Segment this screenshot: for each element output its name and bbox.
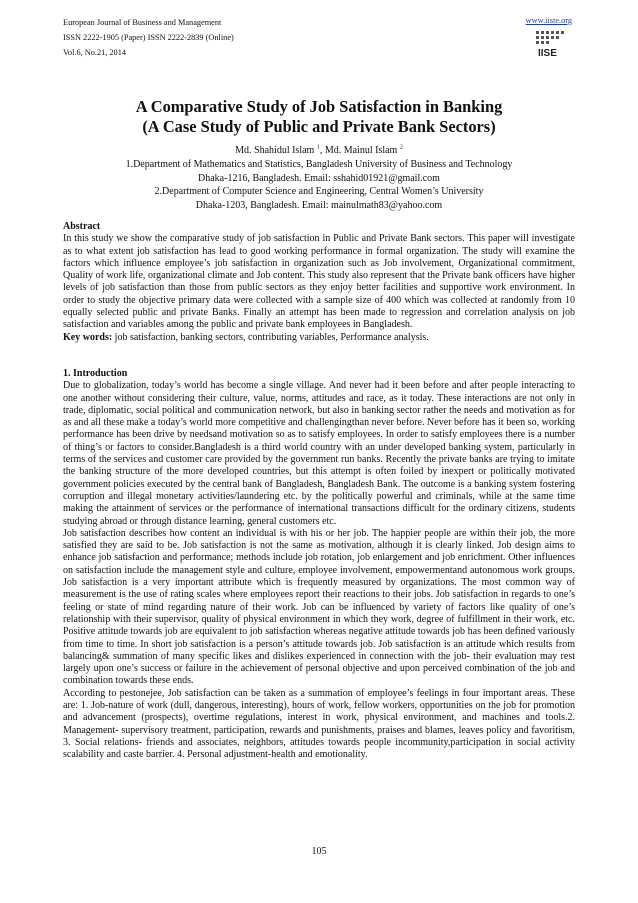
paper-title-line2: (A Case Study of Public and Private Bank Sectors) [142, 117, 496, 136]
author-2-affil: 2 [399, 144, 403, 151]
introduction-paragraph-2: Job satisfaction describes how content an individual is with his or her job. The happier people are within their job, the more satisfied they are said to be. Job satisfaction is not the same as motivation, although it is clearly linked. Job design aims to enhance job satisfaction and performance; methods include job rotation, job enlargement and job enrichment. Other influences on satisfaction include the management style and culture, employee involvement, empowermentand autonomous work groups. Job satisfaction is a very important attribute which is frequently measured by organizations. The most common way of measurement is the use of rating scales where employees report their reactions to their jobs. Job satisfaction in regards to one’s feeling or state of mind regarding nature of their work. Job can be influenced by variety of factors like quality of one’s relationship with their supervisor, quality of physical environment in which they work, degree of fulfillment in their work, etc. Positive attitude towards job are equivalent to job satisfaction whereas negative attitude towards job has been defined variously from time to time. In short job satisfaction is a person’s attitude towards job. Job satisfaction is an attitude which results from balancing& summation of many specific likes and dislikes experienced in connection with the job- their evaluation may rest largely upon one’s success or failure in the achievement of personal objective and upon perceived combination of the job and combination towards these ends. [63, 527, 575, 687]
introduction-heading: 1. Introduction [63, 368, 128, 379]
journal-url-link[interactable]: www.iiste.org [525, 16, 572, 25]
author-line [0, 144, 638, 158]
journal-name: European Journal of Business and Management [63, 18, 222, 27]
keywords-label: Key words: [63, 331, 113, 343]
keywords-line [63, 332, 575, 344]
page-number: 105 [311, 846, 327, 857]
issn-line: ISSN 2222-1905 (Paper) ISSN 2222-2839 (Online) [63, 33, 234, 42]
introduction-paragraph-3: According to pestonejee, Job satisfaction can be taken as a summation of employee’s feelings in four important areas. These are: 1. Job-nature of work (dull, dangerous, interesting), hours of work, fellow workers, opportunities on the job for promotion and advancement (prospects), overtime regulations, interest in work, physical environment, and machines and tools.2. Management- supervisory treatment, participation, rewards and punishments, praises and blames, leaves policy and favoritism, 3. Social relations- friends and associates, neighbors, attitudes towards people incommunity,participation in social activity scalability and caste barrier. 4. Personal adjustment-health and emotionality. [63, 687, 575, 761]
logo-text: IISE [538, 48, 557, 58]
author-1: Md. Shahidul Islam [235, 145, 317, 156]
affiliation-2-line1: 2.Department of Computer Science and Engineering, Central Women’s University [154, 186, 484, 197]
introduction-section [63, 368, 575, 762]
author-2: , Md. Mainul Islam [319, 145, 400, 156]
abstract-section [63, 221, 575, 344]
keywords-text: job satisfaction, banking sectors, contributing variables, Performance analysis. [112, 331, 429, 343]
affiliation-1-line1: 1.Department of Mathematics and Statistics, Bangladesh University of Business and Technology [125, 159, 513, 170]
paper-title-line1: A Comparative Study of Job Satisfaction in Banking [135, 97, 503, 116]
volume-line: Vol.6, No.21, 2014 [63, 48, 126, 57]
iiste-logo-icon [535, 30, 571, 58]
abstract-text: In this study we show the comparative study of job satisfaction in Public and Private Bank sectors. This paper will investigate as to what extent job satisfaction has lead to good working performance in formal organization. The study will examine the factors which influence employee’s job satisfaction in organization such as Job involvement, Organizational commitment, Quality of work life, organizational climate and Job content. This study also represent that the Private bank officers have higher levels of job satisfaction than those from public sectors as they enjoy better facilities and supportive work environment. In order to study the objective primary data were collected with a sample size of 400 which was collected at randomly from 10 equally selected public and private Banks. Finally an attempt has been made to regression and correlation analysis on job satisfaction and variables among the public and private bank employees in Bangladesh. [63, 233, 575, 331]
affiliation-1-line2: Dhaka-1216, Bangladesh. Email: sshahid01921@gmail.com [198, 173, 440, 184]
author-1-affil: 1 [316, 144, 320, 151]
abstract-heading: Abstract [63, 221, 101, 232]
affiliation-2-line2: Dhaka-1203, Bangladesh. Email: mainulmath83@yahoo.com [195, 200, 443, 211]
introduction-paragraph-1: Due to globalization, today’s world has become a single village. And never had it been before and after people interacting to one another without considering their culture, value, norms, attitudes and race, as it today. These interactions are not only in trade, diplomatic, social political and communication network, but also in banking sector rather the needs and motivation as for as and all these make a today’s world more competitive and challengingthan never before. Never before has it been so, working performance has been drive by needsand motivation so as to satisfy employees. In order to satisfy employees there is a number of thing’s or factors to consider.Bangladesh is a third world country with an under developed banking system, particularly in terms of the services and customer care provided by the government run banks. Recently the private banks are trying to imitate the banking structure of the more developed countries, but this attempt is often foiled by inexpert or politically motivated government policies executed by the central bank of Bangladesh, Bangladesh Bank. The outcome is a banking system fostering corruption and illegal monetary activities/laundering etc. by the politically powerful and criminals, while at the same time making the attainment of services or the performance of international transactions difficult for the ordinary citizens, students studying abroad or through distance learning, general customers etc. [63, 380, 575, 527]
